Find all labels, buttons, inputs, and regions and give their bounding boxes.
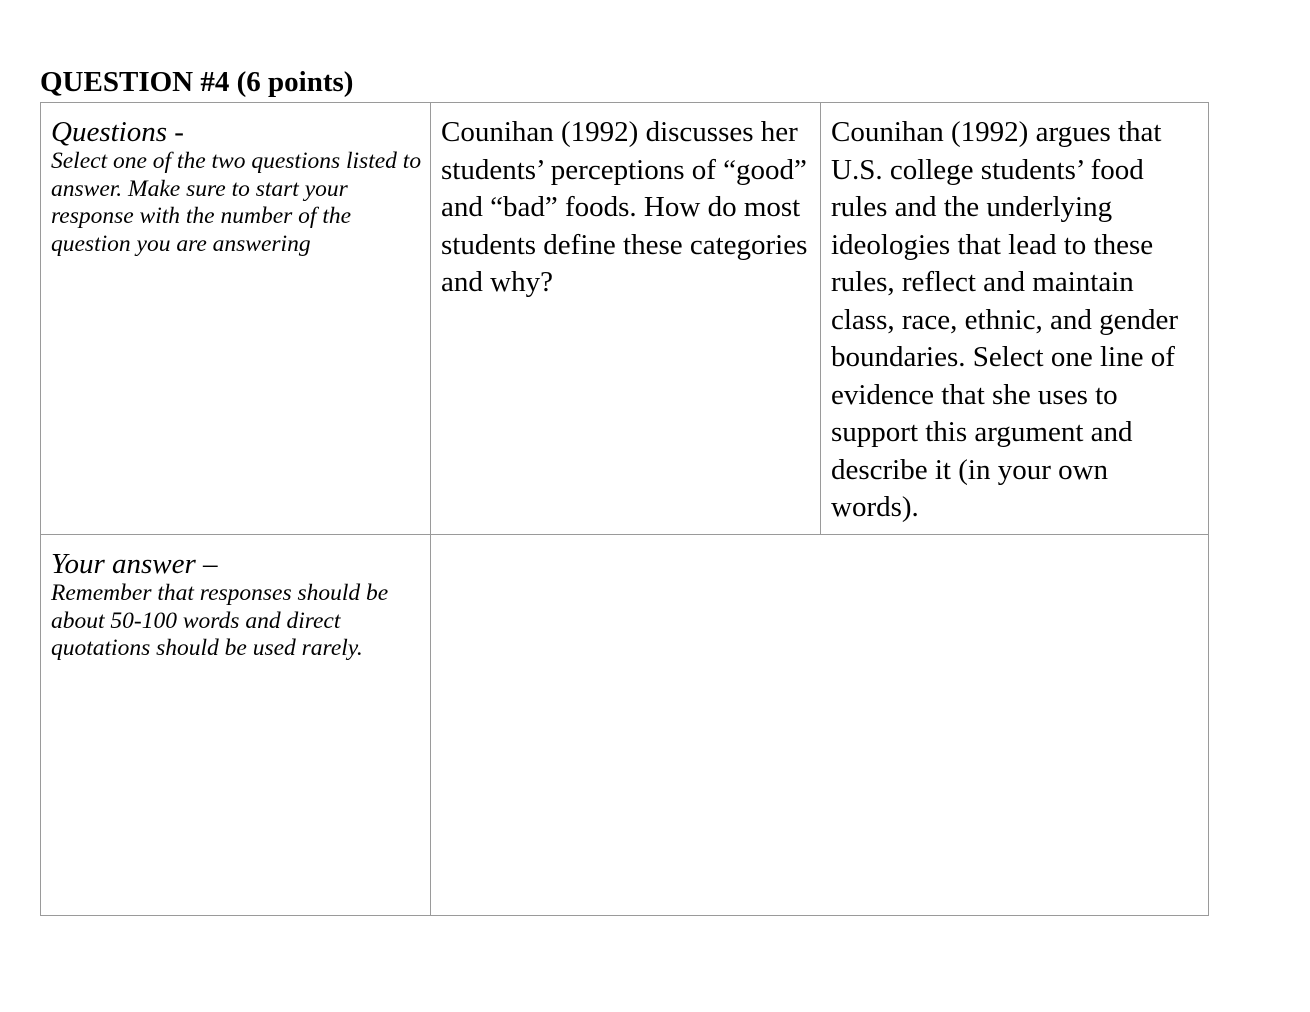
answer-input-cell[interactable] [430, 534, 1209, 916]
answer-label-title: Your answer – [51, 548, 218, 580]
question-option-1-cell [430, 102, 821, 535]
question-option-2-text: Counihan (1992) argues that U.S. college students’ food rules and the underlying ideologies that lead to these rules, reflect and maintain class, race, ethnic, and gender boundaries. Select one line of evidence that she uses to support this argument and describe it (in your own words). [831, 116, 1179, 523]
questions-label-cell [40, 102, 431, 535]
questions-label-instructions: Select one of the two questions listed to answer. Make sure to start your response with the number of the question you are answering [51, 148, 422, 257]
question-table [40, 102, 1209, 916]
questions-label-title: Questions - [51, 116, 184, 148]
question-heading: QUESTION #4 (6 points) [40, 66, 354, 98]
question-option-2-cell [820, 102, 1209, 535]
question-option-1-text: Counihan (1992) discusses her students’ perceptions of “good” and “bad” foods. How do most students define these categories and why? [441, 116, 808, 298]
answer-label-instructions: Remember that responses should be about 50-100 words and direct quotations should be used rarely. [51, 580, 389, 661]
answer-label-cell [40, 534, 431, 916]
